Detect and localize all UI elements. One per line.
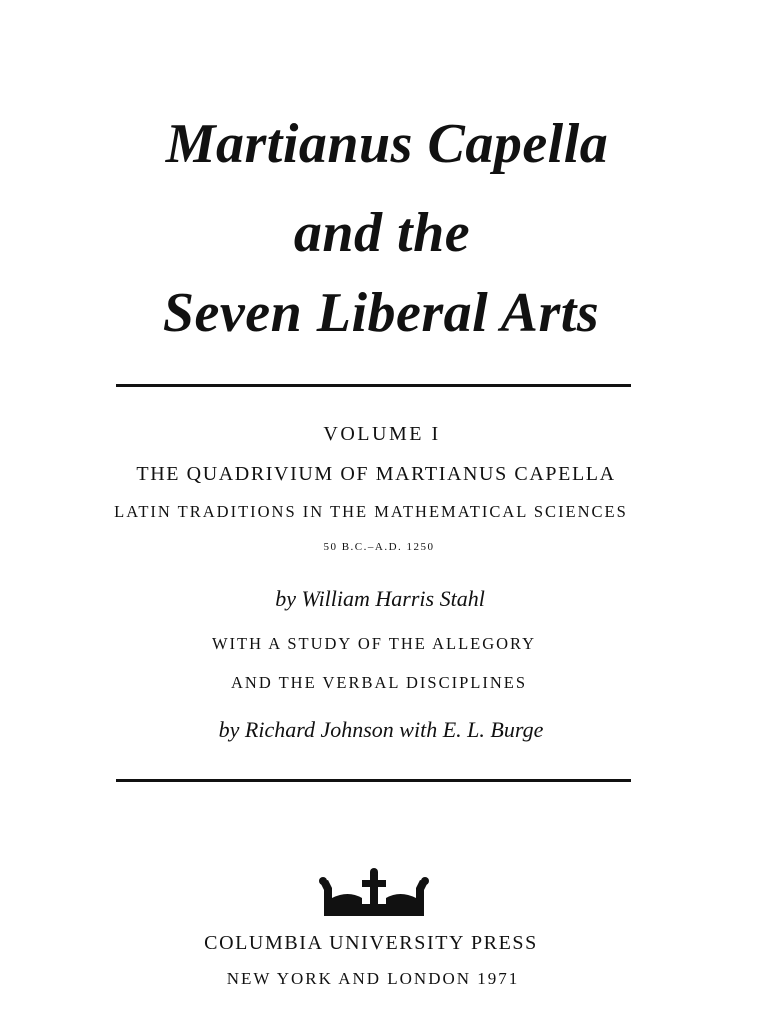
- publisher-name: COLUMBIA UNIVERSITY PRESS: [204, 932, 538, 954]
- date-range: 50 B.C.–A.D. 1250: [323, 541, 435, 553]
- book-title-line-3: Seven Liberal Arts: [162, 282, 600, 344]
- publisher-place-year: NEW YORK AND LONDON 1971: [226, 969, 520, 988]
- bottom-divider: [116, 779, 631, 782]
- top-divider: [116, 384, 631, 387]
- book-title-line-1: Martianus Capella: [165, 113, 609, 175]
- volume-label: VOLUME I: [323, 423, 441, 445]
- subtitle-line-1: THE QUADRIVIUM OF MARTIANUS CAPELLA: [136, 463, 616, 485]
- study-line-1: WITH A STUDY OF THE ALLEGORY: [211, 634, 537, 653]
- book-title-line-2: and the: [293, 202, 471, 264]
- author-byline: by William Harris Stahl: [275, 586, 485, 611]
- crown-icon: [318, 868, 430, 918]
- study-line-2: AND THE VERBAL DISCIPLINES: [231, 673, 527, 692]
- coauthors-byline: by Richard Johnson with E. L. Burge: [218, 717, 544, 742]
- subtitle-line-2: LATIN TRADITIONS IN THE MATHEMATICAL SCIENCES: [114, 502, 628, 521]
